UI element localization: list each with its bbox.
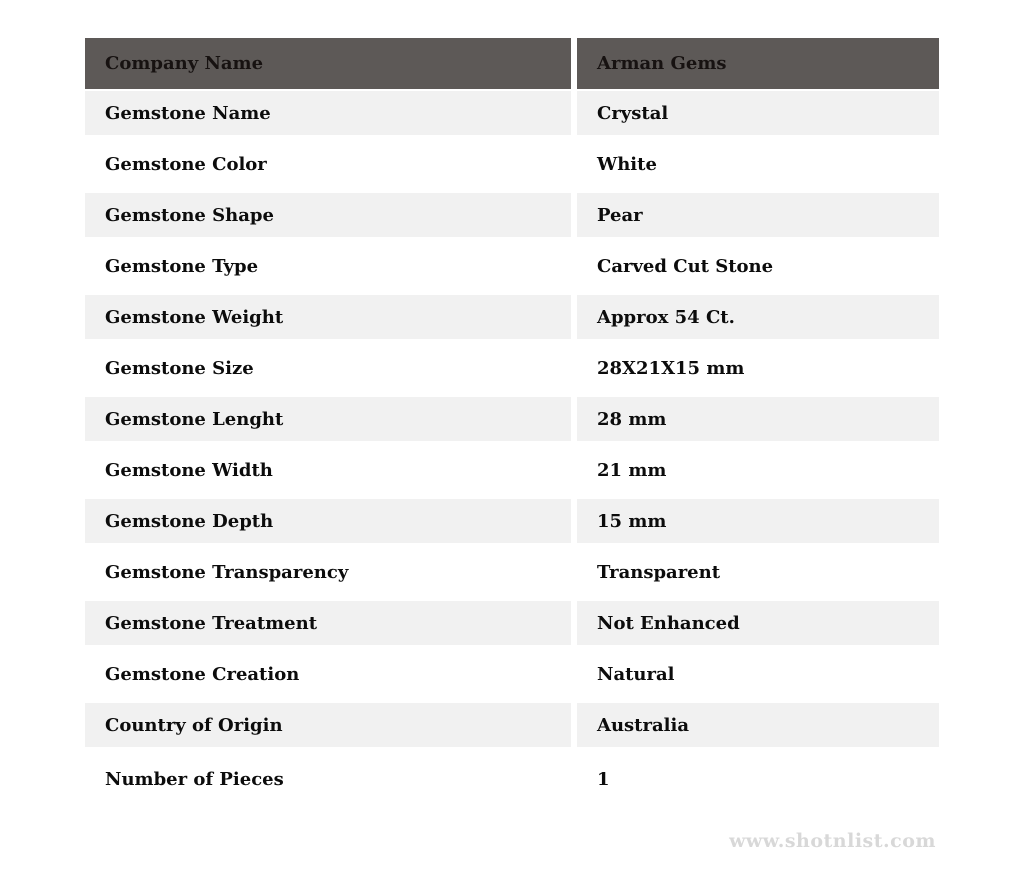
attribute-value: Transparent: [577, 550, 939, 601]
attribute-label: Gemstone Weight: [85, 295, 577, 346]
header-value-cell: Arman Gems: [577, 38, 939, 91]
attribute-label: Gemstone Size: [85, 346, 577, 397]
attribute-value: Natural: [577, 652, 939, 703]
attribute-value: 15 mm: [577, 499, 939, 550]
attribute-value: Australia: [577, 703, 939, 754]
attribute-value: 21 mm: [577, 448, 939, 499]
attribute-value: Crystal: [577, 91, 939, 142]
table-row: [85, 193, 939, 244]
attribute-value: 1: [577, 754, 939, 805]
table-row: [85, 601, 939, 652]
attribute-label: Gemstone Color: [85, 142, 577, 193]
watermark-text: www.shotnlist.com: [729, 830, 936, 852]
attribute-value: Not Enhanced: [577, 601, 939, 652]
table-row: [85, 91, 939, 142]
attribute-label: Gemstone Transparency: [85, 550, 577, 601]
attribute-label: Gemstone Shape: [85, 193, 577, 244]
attribute-value: 28 mm: [577, 397, 939, 448]
table-row: [85, 244, 939, 295]
table-row: [85, 754, 939, 805]
table-row: [85, 703, 939, 754]
attribute-label: Gemstone Creation: [85, 652, 577, 703]
attribute-value: Approx 54 Ct.: [577, 295, 939, 346]
spec-table-body: [85, 91, 939, 805]
attribute-label: Gemstone Type: [85, 244, 577, 295]
table-row: [85, 499, 939, 550]
attribute-value: Pear: [577, 193, 939, 244]
table-row: [85, 448, 939, 499]
attribute-label: Number of Pieces: [85, 754, 577, 805]
attribute-label: Gemstone Width: [85, 448, 577, 499]
table-row: [85, 295, 939, 346]
table-row: [85, 346, 939, 397]
table-row: [85, 142, 939, 193]
attribute-label: Gemstone Treatment: [85, 601, 577, 652]
attribute-label: Country of Origin: [85, 703, 577, 754]
table-header-row: [85, 38, 939, 91]
attribute-label: Gemstone Depth: [85, 499, 577, 550]
attribute-value: 28X21X15 mm: [577, 346, 939, 397]
attribute-value: Carved Cut Stone: [577, 244, 939, 295]
gemstone-spec-table: [85, 38, 939, 805]
header-label-cell: Company Name: [85, 38, 577, 91]
table-row: [85, 652, 939, 703]
attribute-label: Gemstone Lenght: [85, 397, 577, 448]
table-row: [85, 397, 939, 448]
attribute-value: White: [577, 142, 939, 193]
table-row: [85, 550, 939, 601]
attribute-label: Gemstone Name: [85, 91, 577, 142]
